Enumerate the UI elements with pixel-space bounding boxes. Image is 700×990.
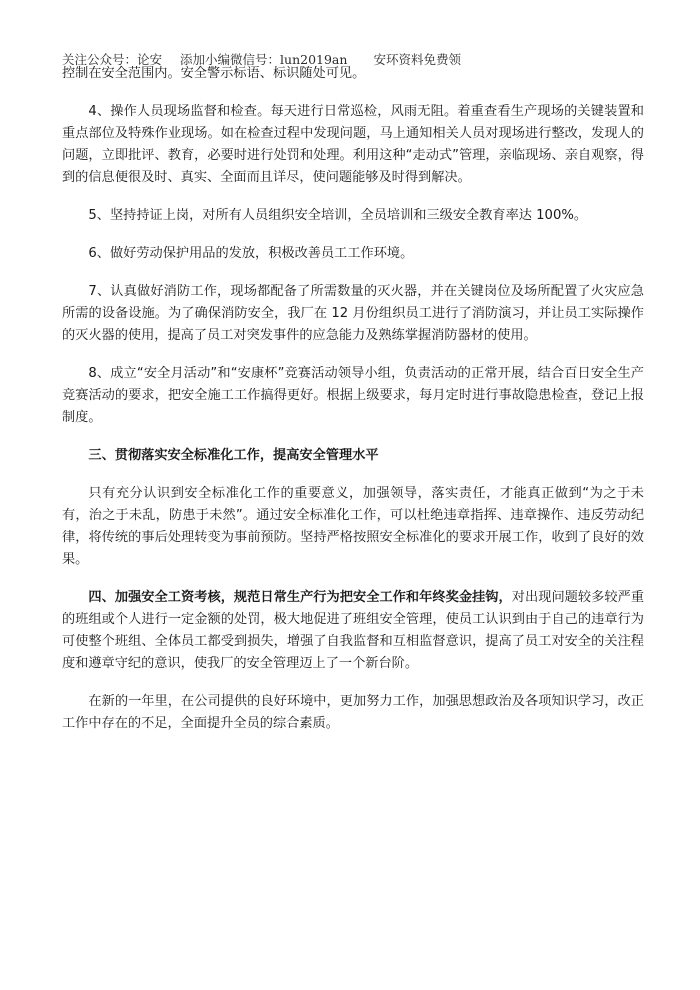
header-wechat-id: 添加小编微信号：lun2019an — [180, 52, 348, 67]
paragraph-item-8: 8、成立“安全月活动”和“安康杯”竞赛活动领导小组，负责活动的正常开展，结合百日安全生产竞赛活动的要求，把安全施工工作搞得更好。根据上级要求，每月定时进行事故隐患检查，登记上报制度。 — [62, 366, 644, 425]
paragraph-continued: 控制在安全范围内。安全警示标语、标识随处可见。 — [62, 66, 366, 81]
paragraph-item-5: 5、坚持持证上岗，对所有人员组织安全培训，全员培训和三级安全教育率达 100%。 — [88, 208, 588, 223]
header-wechat-account: 关注公众号：论安 — [62, 52, 163, 67]
paragraph-closing: 在新的一年里，在公司提供的良好环境中，更加努力工作，加强思想政治及各项知识学习，改正工作中存在的不足，全面提升全员的综合素质。 — [62, 694, 644, 731]
header-free-materials: 安环资料免费领 — [373, 52, 461, 67]
paragraph-item-4: 4、操作人员现场监督和检查。每天进行日常巡检，风雨无阻。着重查看生产现场的关键装置和重点部位及特殊作业现场。如在检查过程中发现问题，马上通知相关人员对现场进行整改，发现人的问题，立即批评、教育，必要时进行处罚和处理。利用这种“走动式”管理，亲临现场、亲自观察，得到的信息便很及时、真实、全面而且详尽，使问题能够及时得到解决。 — [62, 104, 644, 185]
paragraph-section-4-text: 对出现问题较多较严重的班组或个人进行一定金额的处罚，极大地促进了班组安全管理，使员工认识到由于自己的违章行为可使整个班组、全体员工都受到损失，增强了自我监督和互相监督意识，提高了员工对安全的关注程度和遵章守纪的意识，使我厂的安全管理迈上了一个新台阶。 — [62, 590, 645, 671]
document-body — [62, 63, 644, 751]
section-heading-3: 三、贯彻落实安全标准化工作，提高安全管理水平 — [88, 448, 379, 463]
paragraph-section-3: 只有充分认识到安全标准化工作的重要意义，加强领导，落实责任，才能真正做到“为之于未有，治之于未乱，防患于未然”。通过安全标准化工作，可以杜绝违章指挥、违章操作、违反劳动纪律，将传统的事后处理转变为事前预防。坚持严格按照安全标准化的要求开展工作，收到了良好的效果。 — [62, 486, 644, 567]
paragraph-item-7: 7、认真做好消防工作，现场都配备了所需数量的灭火器，并在关键岗位及场所配置了火灾应急所需的设备设施。为了确保消防安全，我厂在 12 月份组织员工进行了消防演习，并让员工实际操作的灭火器的使用，提高了员工对突发事件的应急能力及熟练掌握消防器材的使用。 — [62, 284, 644, 343]
paragraph-section-4 — [62, 587, 644, 675]
paragraph-item-6: 6、做好劳动保护用品的发放，积极改善员工工作环境。 — [88, 246, 414, 261]
section-heading-4: 四、加强安全工资考核，规范日常生产行为把安全工作和年终奖金挂钩， — [88, 590, 512, 605]
